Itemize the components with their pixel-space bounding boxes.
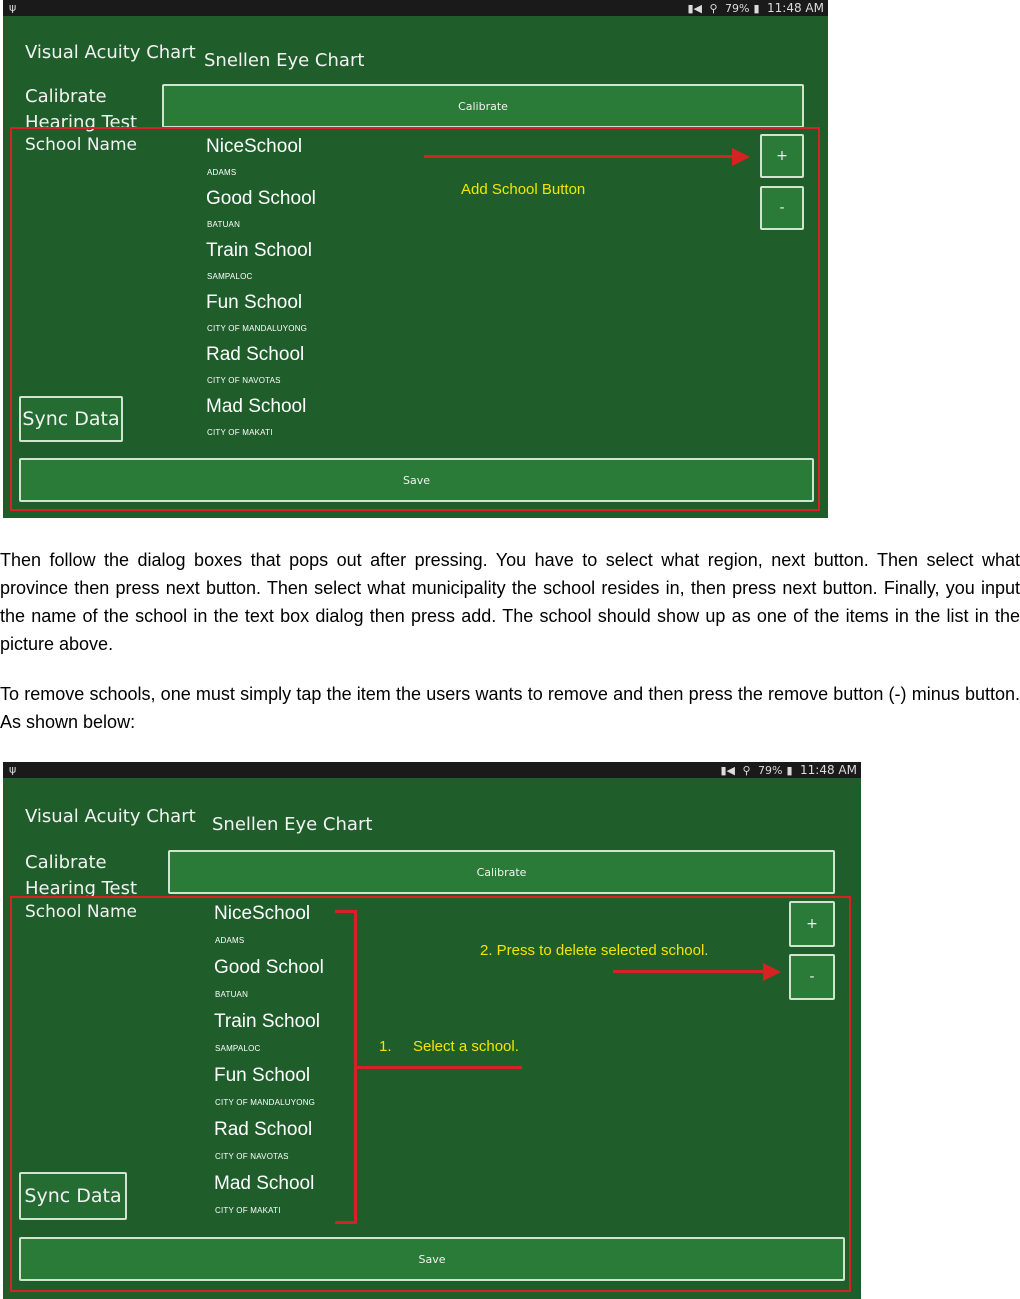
school-item-city: SAMPALOC [207, 272, 253, 281]
add-school-button[interactable]: + [789, 901, 835, 947]
add-school-button[interactable]: + [760, 134, 804, 178]
instruction-paragraph-remove: To remove schools, one must simply tap the item the users wants to remove and then press the remove button (-) minus button. As shown below: [0, 684, 1020, 732]
school-name-label: School Name [25, 902, 137, 922]
school-item-city: CITY OF MANDALUYONG [207, 324, 308, 333]
calibrate-hearing-label: Calibrate Hearing Test [25, 86, 138, 133]
school-item-name[interactable]: Train School [214, 1011, 320, 1032]
school-item-name[interactable]: Train School [206, 240, 312, 261]
school-item-name[interactable]: Mad School [214, 1173, 315, 1194]
school-item-city: CITY OF NAVOTAS [215, 1152, 289, 1161]
status-bar [3, 0, 828, 16]
school-item-city: BATUAN [207, 220, 241, 229]
annotation-bracket-pointer [357, 1066, 522, 1069]
annotation-step-number: 1. [379, 1038, 392, 1055]
sync-data-button[interactable]: Sync Data [19, 396, 123, 442]
school-item-name[interactable]: Fun School [214, 1065, 311, 1086]
annotation-add-school: Add School Button [461, 181, 586, 198]
arrow-head-icon [732, 148, 750, 166]
save-button[interactable]: Save [19, 1237, 845, 1281]
snellen-chart-value[interactable]: Snellen Eye Chart [212, 814, 373, 835]
school-item-city: CITY OF MANDALUYONG [215, 1098, 316, 1107]
status-time: 11:48 AM [800, 763, 857, 777]
visual-acuity-label: Visual Acuity Chart [25, 806, 196, 827]
annotation-highlight-box [10, 896, 851, 1292]
calibrate-button[interactable]: Calibrate [162, 84, 804, 128]
school-item-city: ADAMS [207, 168, 237, 177]
school-item-city: SAMPALOC [215, 1044, 261, 1053]
usb-icon: ψ [9, 763, 17, 776]
battery-icon: ▮ [753, 2, 760, 15]
school-item-name[interactable]: Good School [206, 188, 316, 209]
sync-data-button[interactable]: Sync Data [19, 1172, 127, 1220]
calibrate-button[interactable]: Calibrate [168, 850, 835, 894]
annotation-arrow [613, 970, 765, 973]
arrow-head-icon [763, 963, 781, 981]
school-item-name[interactable]: Fun School [206, 292, 303, 313]
snellen-chart-value[interactable]: Snellen Eye Chart [204, 50, 365, 71]
school-item-city: ADAMS [215, 936, 245, 945]
school-item-name[interactable]: NiceSchool [214, 903, 311, 924]
save-button[interactable]: Save [19, 458, 814, 502]
signal-icon: ▮◀ [720, 764, 735, 777]
status-time: 11:48 AM [767, 1, 824, 15]
signal-icon: ▮◀ [687, 2, 702, 15]
remove-school-button[interactable]: - [760, 186, 804, 230]
screenshot-add-school [3, 0, 828, 518]
school-item-city: CITY OF MAKATI [207, 428, 273, 437]
school-item-name[interactable]: Rad School [214, 1119, 313, 1140]
screenshot-remove-school [3, 762, 861, 1299]
annotation-arrow [424, 155, 734, 158]
battery-level: 79% [758, 764, 783, 777]
annotation-highlight-box [10, 127, 820, 511]
school-name-label: School Name [25, 135, 137, 155]
battery-level: 79% [725, 2, 750, 15]
school-item-city: CITY OF MAKATI [215, 1206, 281, 1215]
usb-icon: ψ [9, 1, 17, 14]
wifi-icon: ⚲ [742, 764, 751, 777]
school-item-name[interactable]: Rad School [206, 344, 305, 365]
annotation-select-school: Select a school. [413, 1038, 519, 1055]
instruction-paragraph-add: Then follow the dialog boxes that pops out after pressing. You have to select what region, next button. Then select what province then press next button. Then select what municipality the school resides in, then press next button. Finally, you input the name of the school in the text box dialog then press add. The school should show up as one of the items in the list in the picture above. [0, 550, 1020, 654]
calibrate-hearing-label: Calibrate Hearing Test [25, 852, 138, 899]
annotation-bracket [335, 910, 357, 1224]
battery-icon: ▮ [786, 764, 793, 777]
school-item-name[interactable]: NiceSchool [206, 136, 303, 157]
school-item-city: BATUAN [215, 990, 249, 999]
school-item-name[interactable]: Good School [214, 957, 324, 978]
school-item-name[interactable]: Mad School [206, 396, 307, 417]
wifi-icon: ⚲ [709, 2, 718, 15]
status-bar [3, 762, 861, 778]
visual-acuity-label: Visual Acuity Chart [25, 42, 196, 63]
annotation-press-delete: 2. Press to delete selected school. [480, 942, 709, 959]
school-item-city: CITY OF NAVOTAS [207, 376, 281, 385]
remove-school-button[interactable]: - [789, 954, 835, 1000]
